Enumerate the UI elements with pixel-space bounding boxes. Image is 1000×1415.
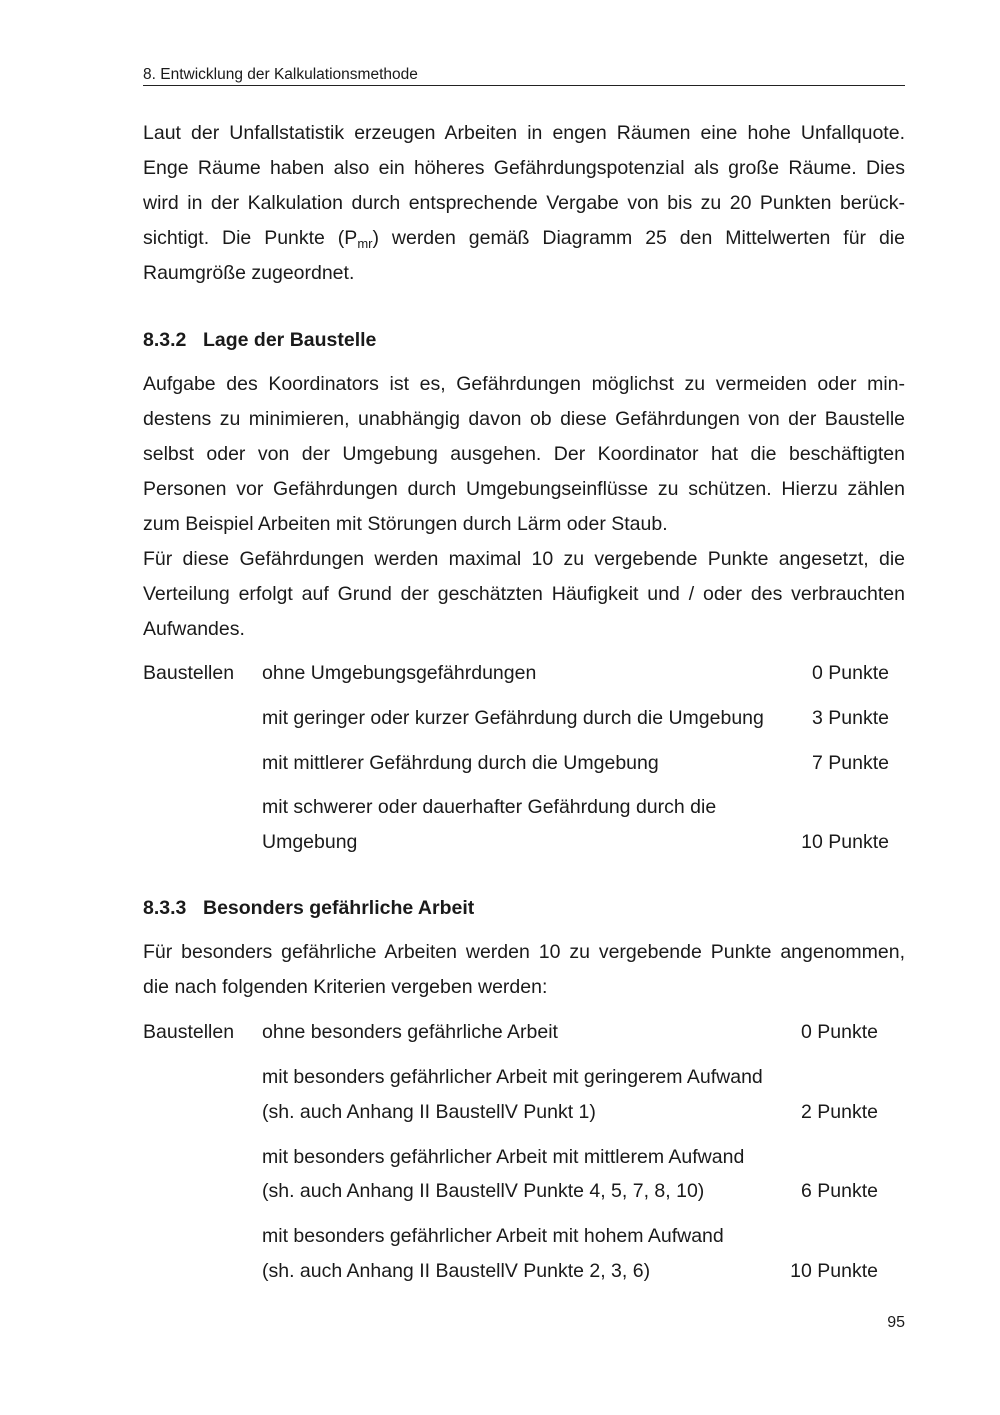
section-number: 8.3.3 <box>143 897 187 919</box>
text-line: Personen vor Gefährdungen durch Umgebungseinflüsse zu schützen. Hierzu zählen <box>143 478 905 500</box>
table-row-points: 6 Punkte <box>801 1180 878 1202</box>
table-row-description: ohne Umgebungsgefährdungen <box>262 662 537 684</box>
running-head: 8. Entwicklung der Kalkulationsmethode <box>143 66 905 86</box>
text-line: Aufgabe des Koordinators ist es, Gefährdungen möglichst zu vermeiden oder min- <box>143 373 905 395</box>
table-label: Baustellen <box>143 662 235 684</box>
text-line: zum Beispiel Arbeiten mit Störungen durch Lärm oder Staub. <box>143 513 668 535</box>
subscript: mr <box>357 236 373 251</box>
table-row-description-cont: (sh. auch Anhang II BaustellV Punkt 1) <box>262 1101 596 1123</box>
section-title: Lage der Baustelle <box>203 329 377 351</box>
text-line: Laut der Unfallstatistik erzeugen Arbeiten in engen Räumen eine hohe Unfallquote. <box>143 122 905 144</box>
page-number: 95 <box>887 1314 905 1331</box>
table-label: Baustellen <box>143 1021 235 1043</box>
section-8-3-2-paragraph <box>143 367 905 647</box>
section-number: 8.3.2 <box>143 329 187 351</box>
text-fragment: sichtigt. Die Punkte (P <box>143 227 358 249</box>
table-row-points: 0 Punkte <box>801 1021 878 1043</box>
table-row-description-cont: Umgebung <box>262 831 358 853</box>
table-row-points: 7 Punkte <box>812 752 889 774</box>
section-heading-8-3-3 <box>143 896 474 920</box>
text-line: Aufwandes. <box>143 618 245 640</box>
text-line: Raumgröße zugeordnet. <box>143 262 355 284</box>
text-line: Für besonders gefährliche Arbeiten werden 10 zu vergebende Punkte angenommen, <box>143 941 905 963</box>
table-row-points: 10 Punkte <box>801 831 889 853</box>
text-line: Verteilung erfolgt auf Grund der geschätzten Häufigkeit und / oder des verbrauchten <box>143 583 905 605</box>
text-line: Für diese Gefährdungen werden maximal 10 zu vergebende Punkte angesetzt, die <box>143 548 905 570</box>
text-line <box>143 221 905 256</box>
table-row-description-cont: (sh. auch Anhang II BaustellV Punkte 2, 3, 6) <box>262 1260 651 1282</box>
text-line: die nach folgenden Kriterien vergeben werden: <box>143 976 548 998</box>
section-title: Besonders gefährliche Arbeit <box>203 897 475 919</box>
table-row-description: ohne besonders gefährliche Arbeit <box>262 1021 558 1043</box>
table-row-points: 2 Punkte <box>801 1101 878 1123</box>
table-row-description: mit mittlerer Gefährdung durch die Umgebung <box>262 752 659 774</box>
section-heading-8-3-2 <box>143 328 376 352</box>
table-row-description: mit besonders gefährlicher Arbeit mit geringerem Aufwand <box>262 1066 763 1088</box>
table-row-points: 10 Punkte <box>790 1260 878 1282</box>
section-8-3-3-paragraph <box>143 935 905 1005</box>
table-row-description: mit geringer oder kurzer Gefährdung durch die Umgebung <box>262 707 764 729</box>
table-row-description-cont: (sh. auch Anhang II BaustellV Punkte 4, 5, 7, 8, 10) <box>262 1180 705 1202</box>
text-line: selbst oder von der Umgebung ausgehen. Der Koordinator hat die beschäftigten <box>143 443 905 465</box>
table-row-points: 0 Punkte <box>812 662 889 684</box>
table-row-points: 3 Punkte <box>812 707 889 729</box>
text-line: Enge Räume haben also ein höheres Gefährdungspotenzial als große Räume. Dies <box>143 157 905 179</box>
text-line: destens zu minimieren, unabhängig davon ob diese Gefährdungen von der Baustelle <box>143 408 905 430</box>
table-row-description: mit besonders gefährlicher Arbeit mit hohem Aufwand <box>262 1225 724 1247</box>
text-fragment: ) werden gemäß Diagramm 25 den Mittelwerten für die <box>372 227 905 249</box>
table-row-description: mit besonders gefährlicher Arbeit mit mittlerem Aufwand <box>262 1146 745 1168</box>
text-line: wird in der Kalkulation durch entsprechende Vergabe von bis zu 20 Punkten berück- <box>143 192 905 214</box>
intro-paragraph <box>143 116 905 291</box>
table-row-description: mit schwerer oder dauerhafter Gefährdung durch die <box>262 796 717 818</box>
